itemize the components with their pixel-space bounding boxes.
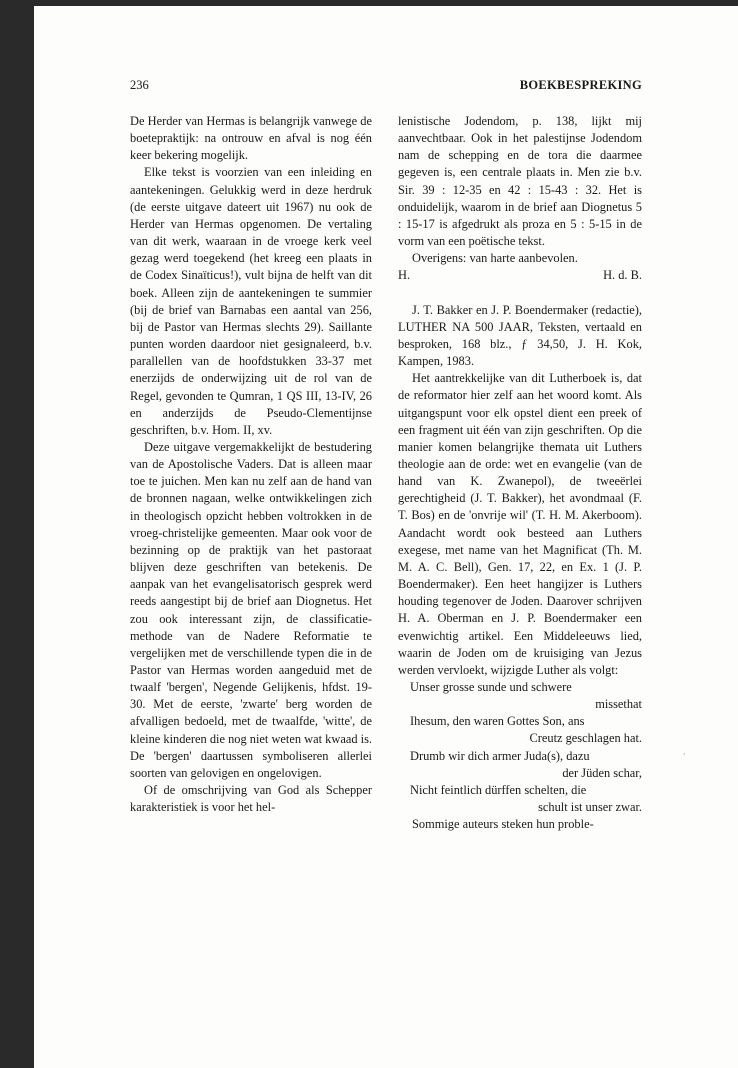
paragraph: Of de omschrijving van God als Schepper karakteristiek is voor het hel-: [130, 783, 372, 815]
verse-line-continuation: schult ist unser zwar.: [538, 800, 642, 815]
left-column: [130, 113, 372, 816]
verse-line: Drumb wir dich armer Juda(s), dazu: [410, 748, 590, 763]
signature-left: H.: [398, 268, 411, 283]
verse-line-continuation: der Jüden schar,: [562, 765, 642, 780]
verse-line: Unser grosse sunde und schwere: [410, 680, 572, 694]
signature-right: H. d. B.: [603, 268, 642, 283]
verse-block: [398, 679, 642, 816]
verse-line-continuation: Creutz geschlagen hat.: [529, 731, 642, 746]
paragraph: Sommige auteurs steken hun proble-: [412, 817, 594, 832]
right-column: [398, 113, 642, 833]
verse-line: Ihesum, den waren Gottes Son, ans: [410, 714, 585, 729]
scan-edge-left: [0, 0, 34, 1068]
page-number: 236: [130, 78, 149, 92]
paragraph: Het aantrekkelijke van dit Lutherboek is, dat de reformator hier zelf aan het woord komt. Als uitgangspunt voor elk opstel dient een preek of een fragment uit één van zijn geschriften. Op die manier komen belangrijke themata uit Luthers theologie aan de orde: wet en evangelie (van de hand van K. Zwanepol), de tweeërlei gerechtigheid (J. T. Bakker), het avondmaal (F. T. Bos) en de 'onvrije wil' (T. H. M. Akerboom). Aandacht wordt ook besteed aan Luthers exegese, met name van het Magnificat (Th. M. M. A. C. Bell), Gen. 17, 22, en Ex. 1 (J. P. Boendermaker). Een heet hangijzer is Luthers houding tegenover de Joden. Daarover schrijven H. A. Oberman en J. P. Boendermaker een evenwichtig artikel. Een Middeleeuws lied, waarin de Joden om de kruisiging van Jezus werden vervloekt, wijzigde Luther als volgt:: [398, 371, 642, 677]
scan-mark: ,: [683, 746, 686, 757]
paragraph: lenistische Jodendom, p. 138, lijkt mij aanvechtbaar. Ook in het palestijnse Jodendom nam de schepping en de tora die daarmee gegeven is, een centrale plaats in. Men zie b.v. Sir. 39 : 12-35 en 42 : 15-43 : 32. Het is onduidelijk, waarom in de brief aan Diognetus 5 : 15-17 is afgedrukt als proza en 5 : 5-15 in de vorm van een poëtische tekst.: [398, 114, 642, 249]
book-citation: J. T. Bakker en J. P. Boendermaker (redactie), LUTHER NA 500 JAAR, Teksten, vertaald en besproken, 168 blz., ƒ 34,50, J. H. Kok, Kampen, 1983.: [398, 302, 642, 369]
verse-line: Nicht feintlich dürffen schelten, die: [410, 782, 587, 797]
verse-line-continuation: missethat: [595, 697, 642, 712]
paragraph: Deze uitgave vergemakkelijkt de bestudering van de Apostolische Vaders. Dat is alleen maar toe te juichen. Men kan nu zelf aan de hand van de bronnen nagaan, welke ontwikkelingen zich in theologisch opzicht hebben voltrokken in de vroeg-christelijke gemeenten. Maar ook voor de bezinning op de praktijk van het pastoraat blijven deze geschriften van betekenis. De aanpak van het evangelisatorisch gesprek werd reeds aangestipt bij de brief aan Diognetus. Het zou ook interessant zijn, de classificatie-methode van de Nadere Reformatie te vergelijken met de verschillende typen die in de Pastor van Hermas worden aangeduid met de twaalf 'bergen', Negende Gelijkenis, hfdst. 19-30. Met de eerste, 'zwarte' berg worden de afvalligen bedoeld, met de twaalfde, 'witte', de kleine kinderen die nog niet weten wat kwaad is. De 'bergen' daartussen symboliseren allerlei soorten van gelovigen en ongelovigen.: [130, 439, 372, 780]
running-title: BOEKBESPREKING: [519, 78, 642, 92]
paragraph: Elke tekst is voorzien van een inleiding en aantekeningen. Gelukkig werd in deze herdruk (de eerste uitgave dateert uit 1967) nu ook de Herder van Hermas opgenomen. De vertaling van dit werk, waaraan in de vroege kerk veel gezag werd toegekend (het kreeg een plaats in de Codex Sinaïticus!), vult bijna de helft van dit boek. Alleen zijn de aantekeningen te summier (bij de brief van Barnabas een aantal van 256, bij de Pastor van Hermas slechts 29). Saillante punten worden daardoor niet gesignaleerd, b.v. parallellen van de hoofdstukken 33-37 met enerzijds de onderwijzing uit de rol van de Regel, gevonden te Qumran, 1 QS III, 13-IV, 26 en anderzijds de Pseudo-Clementijnse geschriften, b.v. Hom. II, xv.: [130, 165, 372, 437]
paragraph: De Herder van Hermas is belangrijk vanwege de boetepraktijk: na ontrouw en afval is nog één keer bekering mogelijk.: [130, 114, 372, 163]
closing-remark: Overigens: van harte aanbevolen.: [412, 251, 578, 266]
signature-line: [398, 267, 642, 284]
